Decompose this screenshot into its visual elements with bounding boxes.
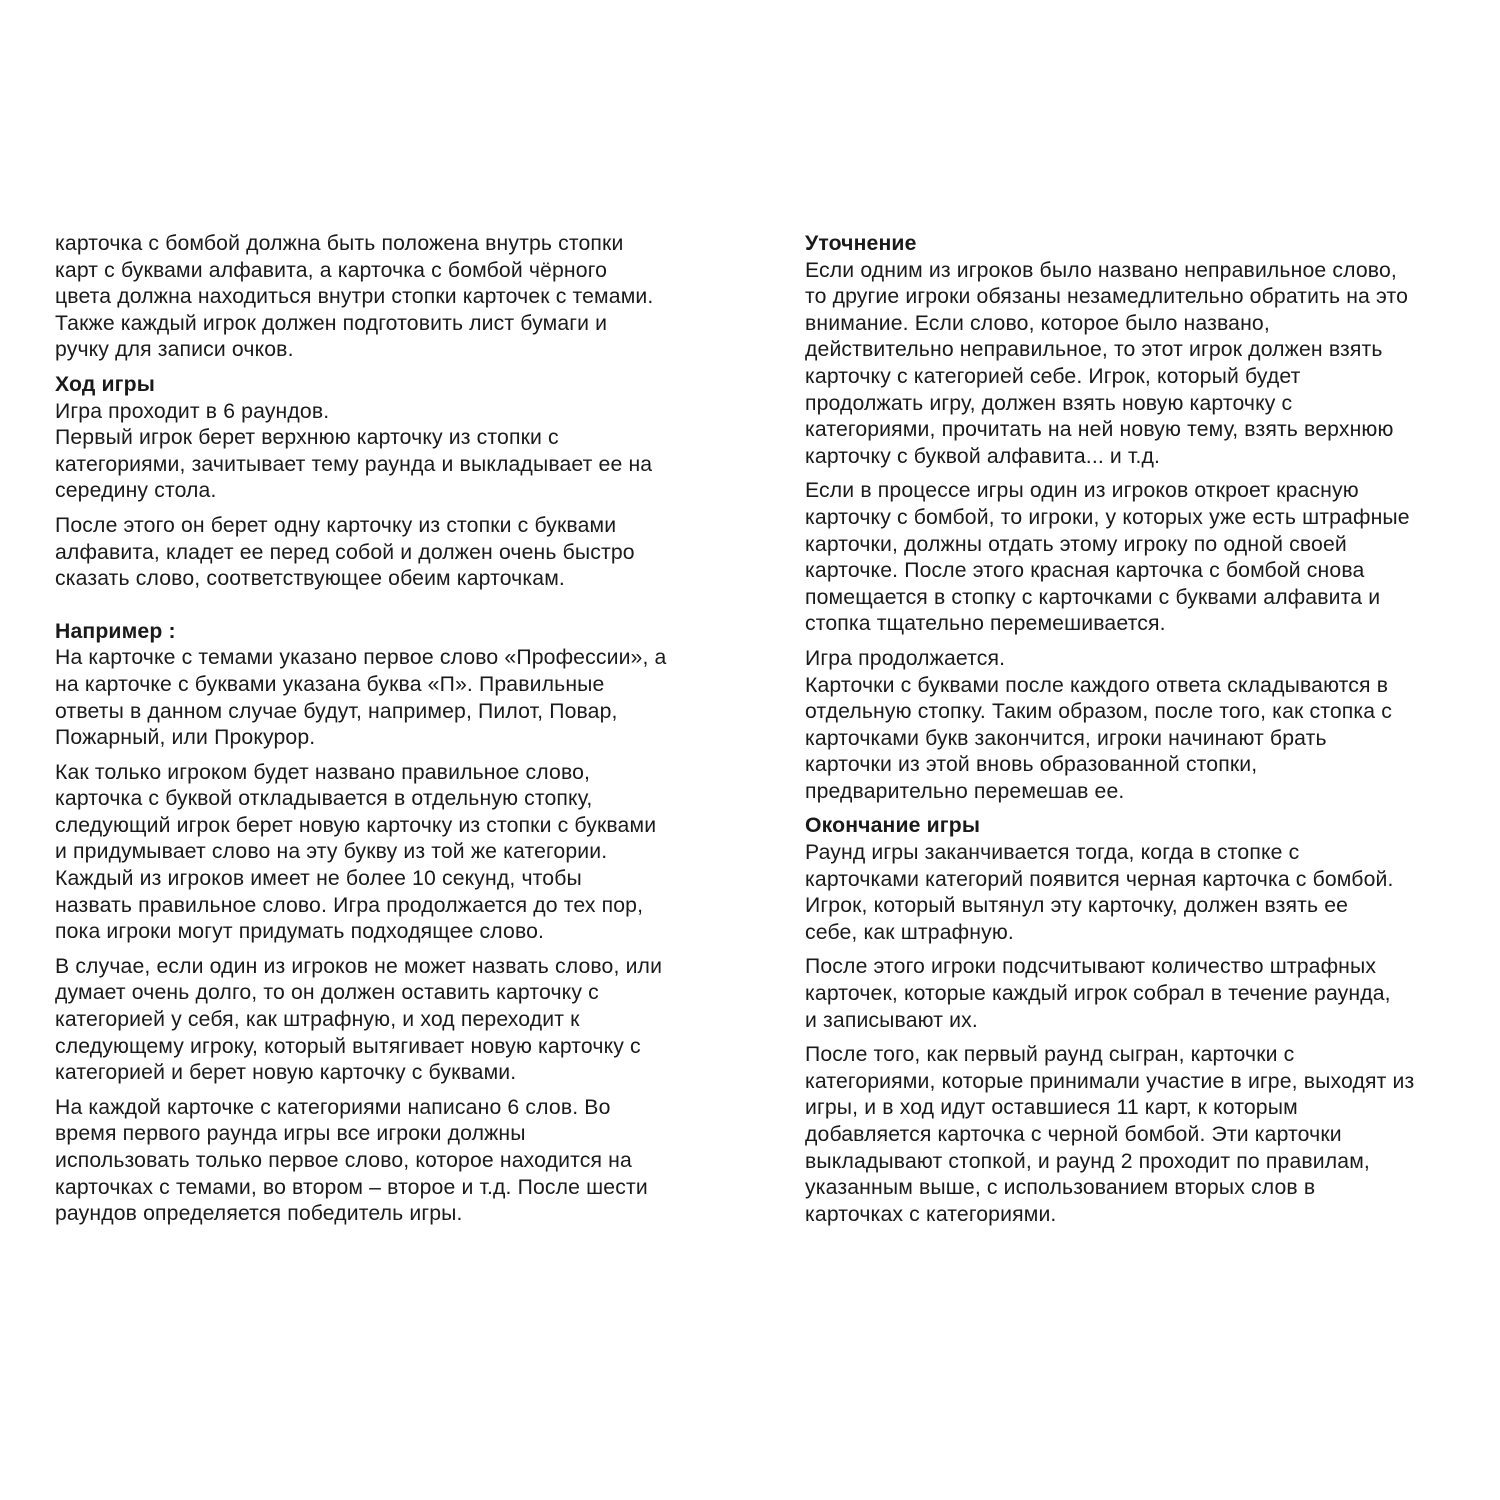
example-paragraph (55, 645, 715, 751)
text-line: Если одним из игроков было названо неправильное слово, (805, 258, 1397, 282)
section-heading-clarification: Уточнение (805, 232, 917, 255)
text-line: категорией у себя, как штрафную, и ход переходит к (55, 1008, 580, 1032)
text-line: Также каждый игрок должен подготовить лист бумаги и (55, 311, 608, 335)
text-line: использовать только первое слово, которое находится на (55, 1149, 632, 1172)
example-paragraph (55, 954, 715, 1087)
text-line: отдельную стопку. Таким образом, после того, как стопка с (805, 700, 1392, 724)
game-flow-paragraph (55, 513, 715, 593)
text-line: середину стола. (55, 479, 217, 503)
section-heading-game-flow: Ход игры (55, 372, 155, 396)
text-line: игры, и в ход идут оставшиеся 11 карт, к которым (805, 1096, 1298, 1120)
text-line: карточках с темами, во втором – второе и т.д. После шести (55, 1175, 648, 1199)
text-line: карточка с бомбой должна быть положена внутрь стопки (55, 232, 624, 255)
text-line: карт с буквами алфавита, а карточка с бомбой чёрного (55, 258, 608, 282)
text-line: Раунд игры заканчивается тогда, когда в стопке с (805, 841, 1300, 865)
text-line: карточку с категорией себе. Игрок, который будет (805, 364, 1301, 388)
text-line: Как только игроком будет названо правильное слово, (55, 760, 591, 784)
text-line: категориями, прочитать на ней новую тему, взять верхнюю (805, 418, 1394, 442)
text-line: карточка с буквой откладывается в отдельную стопку, (55, 787, 593, 811)
text-line: карточке. После этого красная карточка с бомбой снова (805, 559, 1365, 583)
example-paragraph (55, 760, 715, 946)
text-line: сказать слово, соответствующее обеим карточкам. (55, 567, 565, 591)
text-line: продолжать игру, должен взять новую карточку с (805, 391, 1293, 415)
text-line: На каждой карточке с категориями написано 6 слов. Во (55, 1095, 611, 1119)
text-line: категориями, зачитывает тему раунда и выкладывает ее на (55, 452, 653, 476)
text-line: Каждый из игроков имеет не более 10 секунд, чтобы (55, 867, 582, 891)
text-line: В случае, если один из игроков не может назвать слово, или (55, 954, 663, 978)
text-line: Пожарный, или Прокурор. (55, 726, 316, 750)
text-line: Карточки с буквами после каждого ответа складываются в (805, 673, 1389, 697)
game-end-paragraph (805, 840, 1465, 946)
text-line: внимание. Если слово, которое было названо, (805, 311, 1270, 335)
left-column (55, 231, 715, 1236)
text-line: думает очень долго, то он должен оставить карточку с (55, 981, 599, 1005)
game-end-paragraph (805, 1042, 1465, 1228)
text-line: Если в процессе игры один из игроков откроет красную (805, 479, 1359, 503)
text-line: и записывают их. (805, 1008, 978, 1032)
text-line: стопка тщательно перемешивается. (805, 612, 1166, 636)
clarification-paragraph (805, 258, 1465, 471)
text-line: указанным выше, с использованием вторых слов в (805, 1176, 1316, 1200)
text-line: следующему игроку, который вытягивает новую карточку с (55, 1034, 641, 1058)
text-line: карточках с категориями. (805, 1202, 1057, 1226)
text-line: категорией и берет новую карточку с буквами. (55, 1061, 517, 1085)
clarification-paragraph (805, 646, 1465, 806)
text-line: Первый игрок берет верхнюю карточку из стопки с (55, 426, 559, 450)
text-line: категориями, которые принимали участие в игре, выходят из (805, 1069, 1415, 1093)
text-line: раундов определяется победитель игры. (55, 1202, 463, 1226)
section-heading-game-end: Окончание игры (805, 814, 981, 838)
game-flow-paragraph (55, 399, 715, 505)
section-heading-example: Например : (55, 619, 176, 643)
text-line: ответы в данном случае будут, например, Пилот, Повар, (55, 699, 618, 723)
text-line: карточки, должны отдать этому игроку по одной своей (805, 532, 1347, 556)
text-line: время первого раунда игры все игроки должны (55, 1122, 526, 1146)
text-line: добавляется карточка с черной бомбой. Эти карточки (805, 1123, 1342, 1146)
text-line: Игрок, который вытянул эту карточку, должен взять ее (805, 894, 1349, 918)
text-line: на карточке с буквами указана буква «П». Правильные (55, 672, 605, 696)
text-line: помещается в стопку с карточками с буквами алфавита и (805, 585, 1381, 609)
text-line: карточку с буквой алфавита... и т.д. (805, 444, 1161, 468)
right-column (805, 231, 1465, 1236)
intro-paragraph (55, 231, 715, 364)
text-line: карточки из этой вновь образованной стопки, (805, 753, 1258, 777)
text-line: Игра продолжается. (805, 646, 1006, 670)
text-line: то другие игроки обязаны незамедлительно обратить на это (805, 285, 1409, 309)
text-line: карточек, которые каждый игрок собрал в течение раунда, (805, 982, 1391, 1006)
text-line: карточками категорий появится черная карточка с бомбой. (805, 867, 1394, 891)
text-line: назвать правильное слово. Игра продолжается до тех пор, (55, 893, 644, 917)
text-line: пока игроки могут придумать подходящее слово. (55, 920, 545, 944)
text-line: После этого он берет одну карточку из стопки с буквами (55, 513, 617, 537)
text-line: предварительно перемешав ее. (805, 779, 1125, 803)
text-line: карточку с бомбой, то игроки, у которых уже есть штрафные (805, 505, 1410, 529)
example-paragraph (55, 1095, 715, 1228)
text-line: следующий игрок берет новую карточку из стопки с буквами (55, 813, 657, 837)
text-line: карточками букв закончится, игроки начинают брать (805, 726, 1327, 750)
game-end-paragraph (805, 954, 1465, 1034)
text-line: себе, как штрафную. (805, 920, 1014, 944)
text-line: алфавита, кладет ее перед собой и должен очень быстро (55, 540, 635, 564)
text-line: ручку для записи очков. (55, 338, 294, 362)
text-line: После того, как первый раунд сыгран, карточки с (805, 1043, 1295, 1067)
text-line: выкладывают стопкой, и раунд 2 проходит по правилам, (805, 1149, 1370, 1173)
clarification-paragraph (805, 478, 1465, 638)
text-line: действительно неправильное, то этот игрок должен взять (805, 338, 1383, 362)
text-line: На карточке с темами указано первое слово «Профессии», а (55, 646, 667, 670)
text-line: После этого игроки подсчитывают количество штрафных (805, 955, 1377, 979)
text-line: цвета должна находиться внутри стопки карточек с темами. (55, 285, 654, 309)
text-line: Игра проходит в 6 раундов. (55, 399, 330, 423)
text-line: и придумывает слово на эту букву из той же категории. (55, 840, 608, 864)
